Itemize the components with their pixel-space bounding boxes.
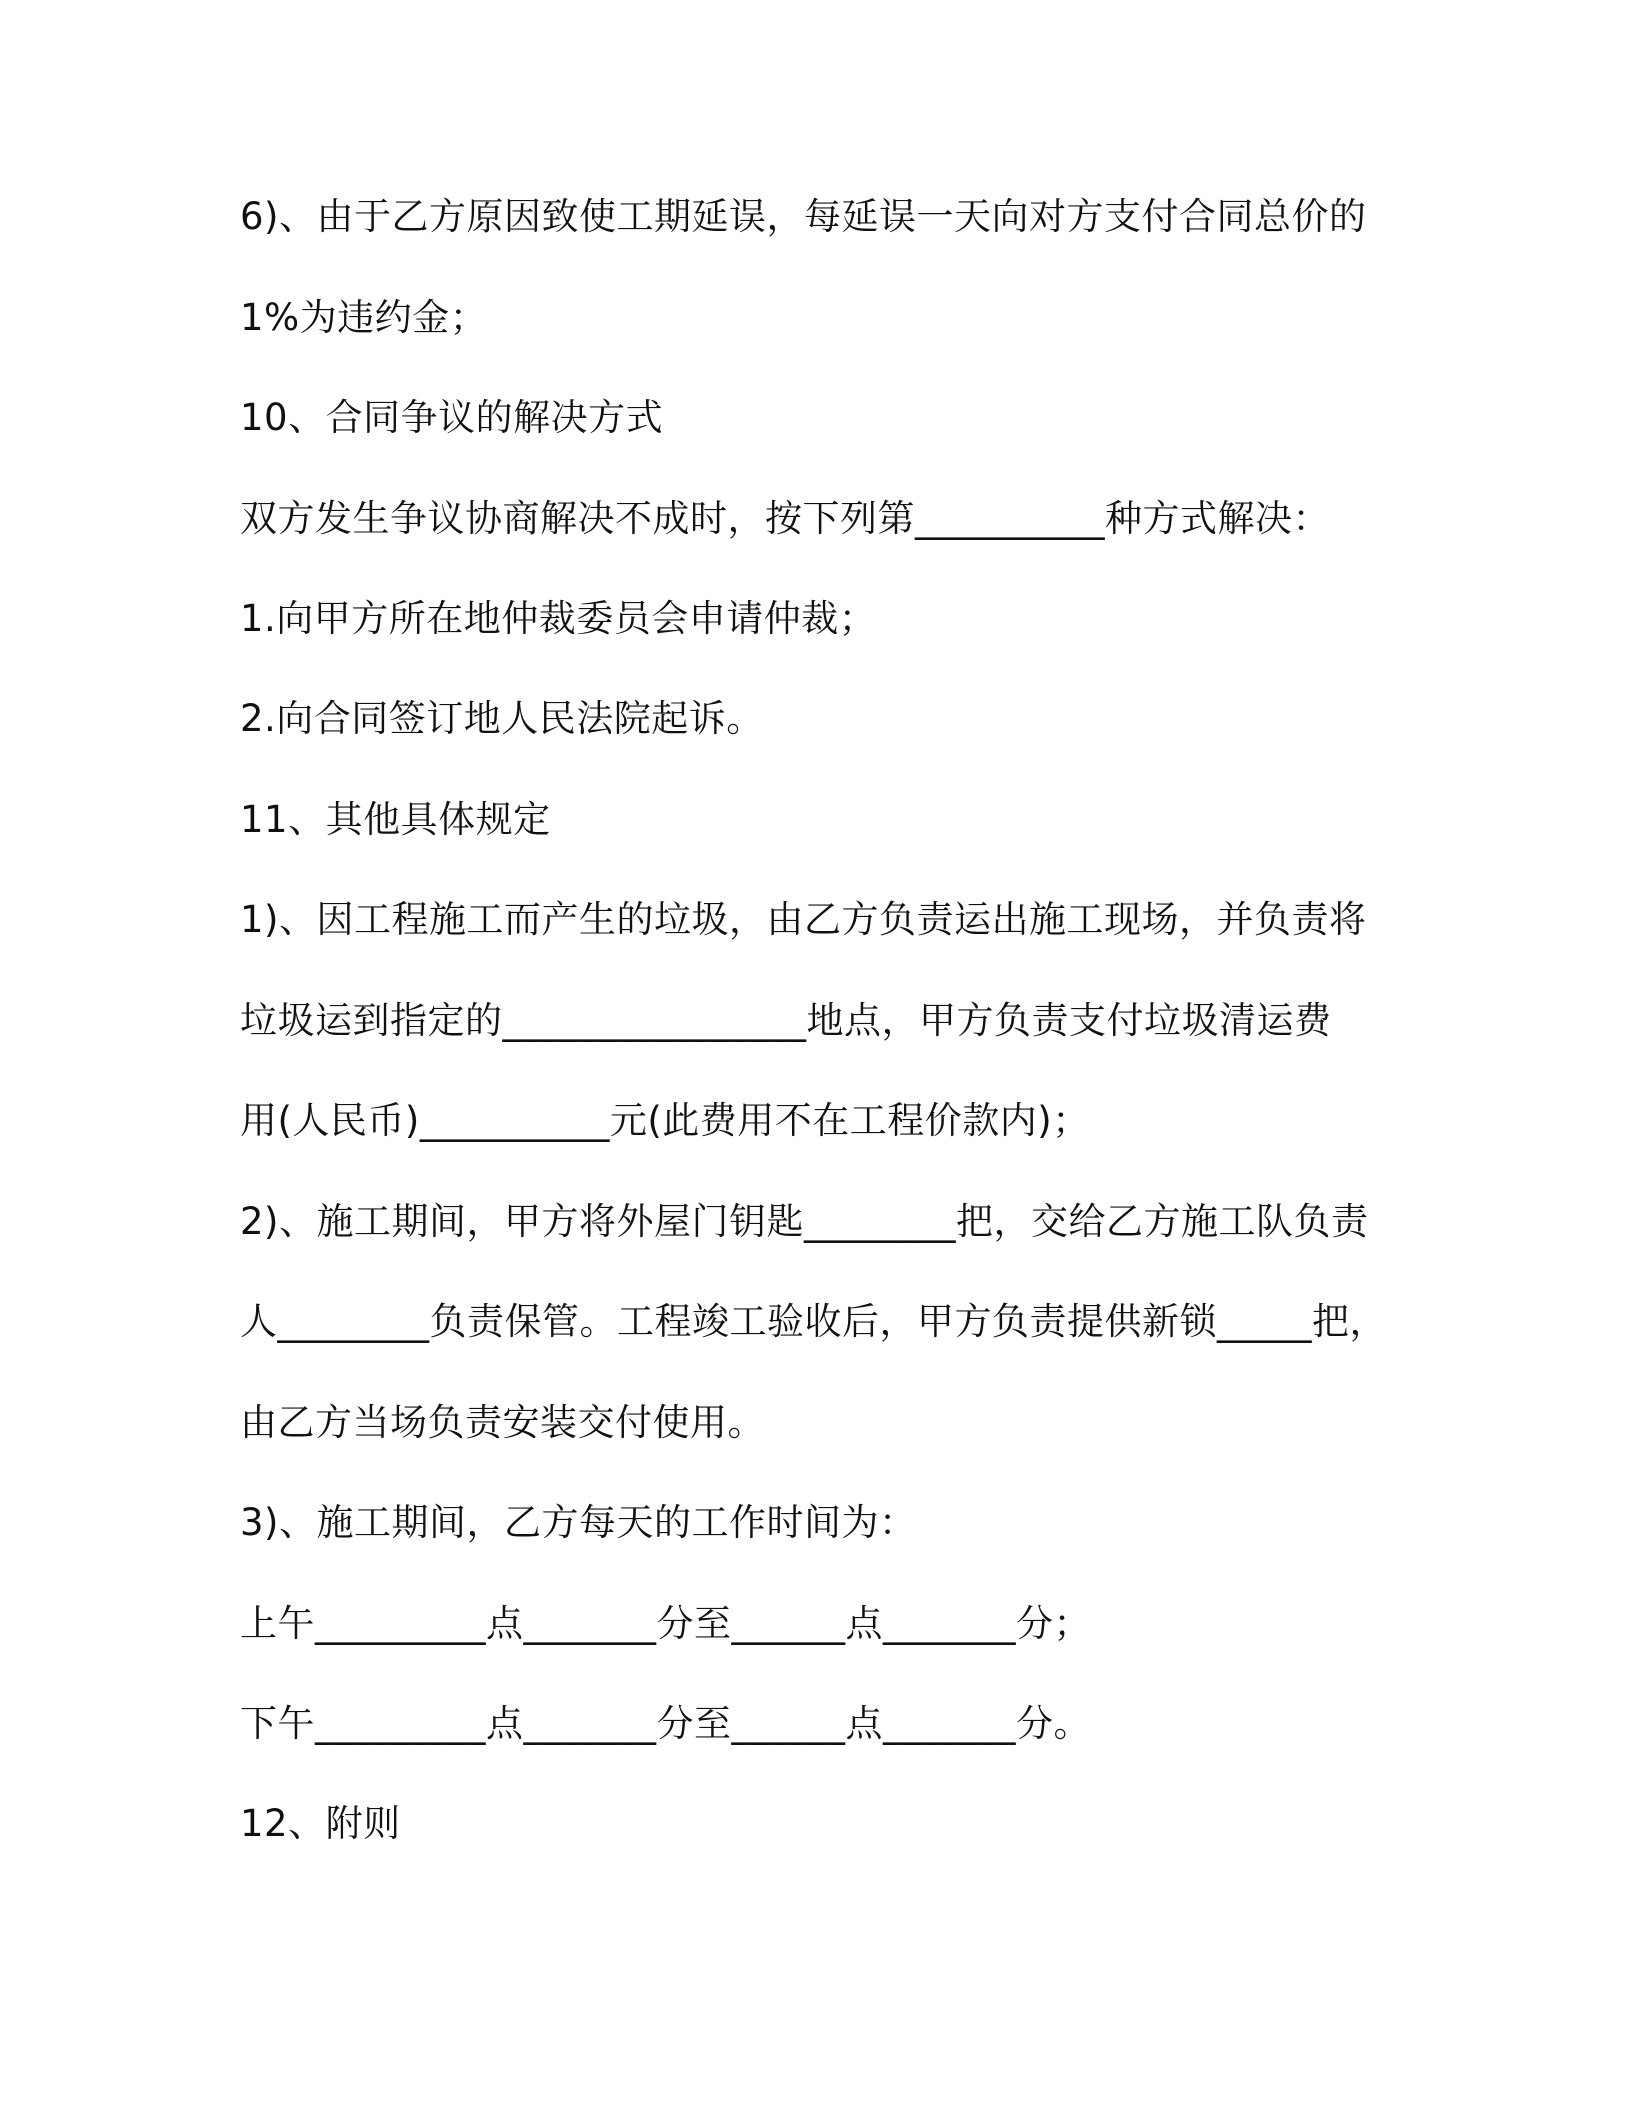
clause-1-garbage-line1: 1)、因工程施工而产生的垃圾，由乙方负责运出施工现场，并负责将 xyxy=(240,898,1367,941)
dispute-resolution-intro: 双方发生争议协商解决不成时，按下列第__________种方式解决： xyxy=(240,497,1330,540)
section-11-heading: 11、其他具体规定 xyxy=(240,798,551,841)
clause-3-work-hours-intro: 3)、施工期间，乙方每天的工作时间为： xyxy=(240,1501,917,1544)
section-12-heading: 12、附则 xyxy=(240,1802,401,1845)
clause-6-delay-penalty-line2: 1%为违约金； xyxy=(240,296,488,339)
dispute-option-arbitration: 1.向甲方所在地仲裁委员会申请仲裁； xyxy=(240,597,877,640)
work-hours-morning: 上午_________点_______分至______点_______分； xyxy=(240,1602,1091,1645)
clause-1-garbage-line3: 用(人民币)__________元(此费用不在工程价款内)； xyxy=(240,1099,1090,1142)
section-10-heading: 10、合同争议的解决方式 xyxy=(240,396,664,439)
clause-2-keys-line3: 由乙方当场负责安装交付使用。 xyxy=(240,1401,765,1444)
clause-2-keys-line1: 2)、施工期间，甲方将外屋门钥匙________把，交给乙方施工队负责 xyxy=(240,1200,1369,1243)
dispute-option-court: 2.向合同签订地人民法院起诉。 xyxy=(240,697,764,740)
work-hours-afternoon: 下午_________点_______分至______点_______分。 xyxy=(240,1702,1091,1745)
clause-6-delay-penalty-line1: 6)、由于乙方原因致使工期延误，每延误一天向对方支付合同总价的 xyxy=(240,195,1367,238)
clause-1-garbage-line2: 垃圾运到指定的________________地点，甲方负责支付垃圾清运费 xyxy=(240,999,1332,1042)
clause-2-keys-line2: 人________负责保管。工程竣工验收后，甲方负责提供新锁_____把， xyxy=(240,1300,1387,1343)
